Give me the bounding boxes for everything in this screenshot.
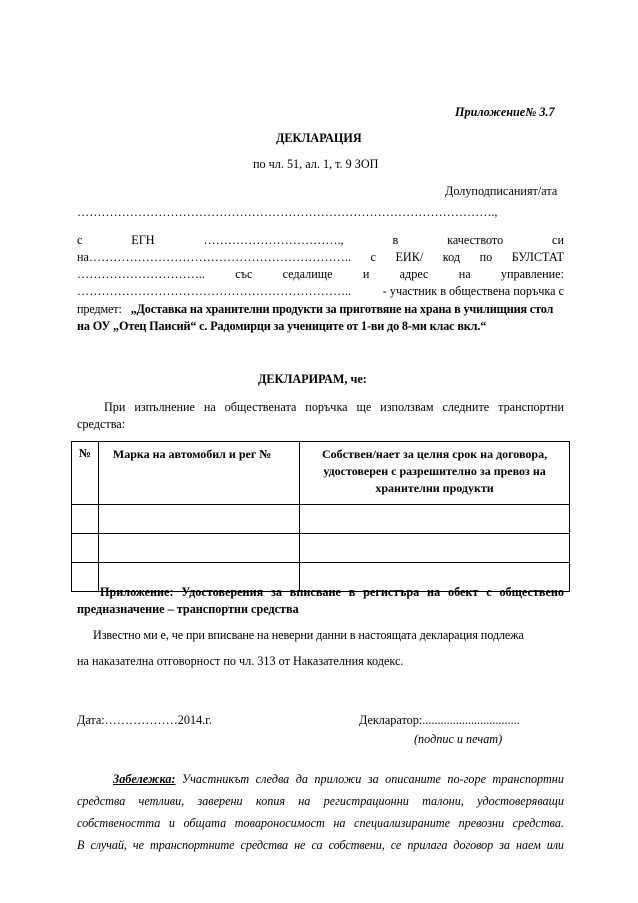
word: на	[298, 794, 311, 808]
word: качеството	[447, 233, 504, 247]
table-header-row	[72, 442, 570, 505]
procurement-subject: „Доставка на хранителни продукти за приготвяне на храна в училищния стол	[130, 302, 554, 316]
word: за	[367, 772, 379, 786]
word: При	[104, 400, 126, 414]
word: ще	[356, 400, 372, 414]
word: Приложение:	[100, 585, 174, 599]
word: копия	[255, 794, 286, 808]
attachment-line1	[100, 585, 564, 600]
word: прилага	[407, 838, 448, 852]
table-cell[interactable]	[72, 534, 99, 563]
liability-line1: Известно ми е, че при вписване на неверни данни в настоящата декларация подлежа	[93, 628, 524, 642]
signature-seal-label: (подпис и печат)	[414, 732, 503, 746]
word: управление:	[500, 267, 564, 281]
table-row	[72, 534, 570, 563]
table-row	[72, 505, 570, 534]
declarer-field: Декларатор:................................	[359, 713, 520, 727]
word: в	[392, 233, 399, 247]
word: - участник в обществена поръчка с	[382, 284, 564, 298]
vehicles-table	[71, 441, 570, 592]
note-label: Забележка:	[113, 772, 176, 786]
word: на	[333, 816, 346, 830]
word: договор	[453, 838, 494, 852]
table-cell[interactable]	[72, 563, 99, 592]
egn-blank: …………………………….,	[203, 233, 344, 247]
word: Участникът	[181, 772, 250, 786]
word: средства.	[512, 816, 564, 830]
note-line2	[77, 794, 564, 809]
word: удостоверяващи	[477, 794, 564, 808]
word: Удостоверения	[181, 585, 264, 599]
header-text: Марка на автомобил и рег №	[112, 447, 272, 461]
word: наем	[516, 838, 541, 852]
header-make-reg	[98, 442, 299, 505]
eik-blank: …………………………..	[77, 267, 205, 281]
word: адрес	[399, 267, 429, 281]
attachment-line2: предназначение – транспортни средства	[77, 602, 299, 616]
word: със	[235, 267, 253, 281]
note-line4	[77, 838, 564, 853]
word: регистрационни	[323, 794, 409, 808]
word: с	[370, 250, 376, 264]
word: с	[77, 233, 83, 247]
word: БУЛСТАТ	[511, 250, 564, 264]
word: ЕГН	[131, 233, 155, 247]
table-cell[interactable]	[98, 534, 299, 563]
word: или	[546, 838, 564, 852]
intro-line-seat	[77, 267, 564, 282]
word: обществената	[224, 400, 297, 414]
word: общата	[183, 816, 227, 830]
declare-heading: ДЕКЛАРИРАМ, че:	[258, 372, 367, 386]
word: с	[486, 585, 492, 599]
declare-paragraph-line2: средства:	[77, 417, 126, 431]
capacity-blank: на………………………………………………………..	[77, 250, 351, 264]
word: не	[294, 838, 306, 852]
table-cell[interactable]	[98, 505, 299, 534]
header-text: Собствен/нает за целия срок на договора, удостоверен с разрешително за превоз на хранителни продукти	[321, 447, 548, 495]
appendix-number: Приложение№ 3.7	[455, 105, 555, 119]
word: на	[203, 400, 216, 414]
date-field: Дата:………………2014.г.	[77, 713, 212, 727]
word: талони,	[422, 794, 464, 808]
note-line3	[77, 816, 564, 831]
word: обект	[447, 585, 479, 599]
table-cell[interactable]	[300, 505, 570, 534]
word: собствени,	[328, 838, 385, 852]
word: четливи,	[138, 794, 185, 808]
word: за	[499, 838, 510, 852]
word: товароносимост	[234, 816, 325, 830]
word: и	[362, 267, 370, 281]
word: че	[132, 838, 144, 852]
word: използвам	[380, 400, 434, 414]
word: приложи	[314, 772, 362, 786]
word: собствеността	[77, 816, 161, 830]
word: средства	[240, 838, 289, 852]
declare-paragraph-line1	[104, 400, 564, 415]
name-blank-line: ………………………………………………………………………………………….,	[77, 205, 498, 219]
word: следва	[255, 772, 290, 786]
word: по-горе	[447, 772, 486, 786]
header-ownership	[300, 442, 570, 505]
word: поръчка	[305, 400, 348, 414]
word: в	[348, 585, 356, 599]
header-text: №	[78, 446, 91, 460]
word: изпълнение	[134, 400, 195, 414]
word: на	[427, 585, 441, 599]
word: са	[311, 838, 323, 852]
word: заверени	[197, 794, 243, 808]
word: транспортните	[150, 838, 235, 852]
word: транспортни	[492, 772, 564, 786]
liability-line2: на наказателна отговорност по чл. 313 от Наказателния кодекс.	[77, 654, 404, 668]
table-cell[interactable]	[300, 534, 570, 563]
word: превозни	[458, 816, 505, 830]
word: следните	[442, 400, 490, 414]
word: вписване	[289, 585, 341, 599]
word: специализираните	[354, 816, 451, 830]
word: транспортни	[498, 400, 564, 414]
word: да	[295, 772, 308, 786]
intro-line-participant	[77, 284, 564, 299]
intro-line-eik	[77, 250, 564, 265]
legal-basis: по чл. 51, ал. 1, т. 9 ЗОП	[253, 157, 379, 171]
address-blank: …………………………………………………………..	[77, 284, 352, 298]
word: седалище	[282, 267, 333, 281]
signatory-label: Долуподписаният/ата	[445, 184, 558, 198]
word: си	[552, 233, 564, 247]
note-line1	[113, 772, 564, 787]
table-cell[interactable]	[72, 505, 99, 534]
word: на	[458, 267, 471, 281]
word: и	[168, 816, 175, 830]
subject-line	[77, 302, 564, 317]
word: по	[479, 250, 493, 264]
word: ЕИК/	[395, 250, 424, 264]
subject-prefix: предмет:	[77, 302, 122, 316]
document-title: ДЕКЛАРАЦИЯ	[276, 131, 362, 145]
word: случай,	[90, 838, 127, 852]
word: В	[77, 838, 85, 852]
word: обществено	[499, 585, 564, 599]
word: описаните	[385, 772, 441, 786]
header-number	[72, 442, 99, 505]
word: код	[442, 250, 461, 264]
word: за	[270, 585, 282, 599]
intro-line-egn	[77, 233, 564, 248]
word: се	[390, 838, 402, 852]
word: средства	[77, 794, 126, 808]
word: регистъра	[363, 585, 420, 599]
procurement-subject-cont: на ОУ „Отец Паисий“ с. Радомирци за учениците от 1-ви до 8-ми клас вкл.“	[77, 319, 487, 333]
